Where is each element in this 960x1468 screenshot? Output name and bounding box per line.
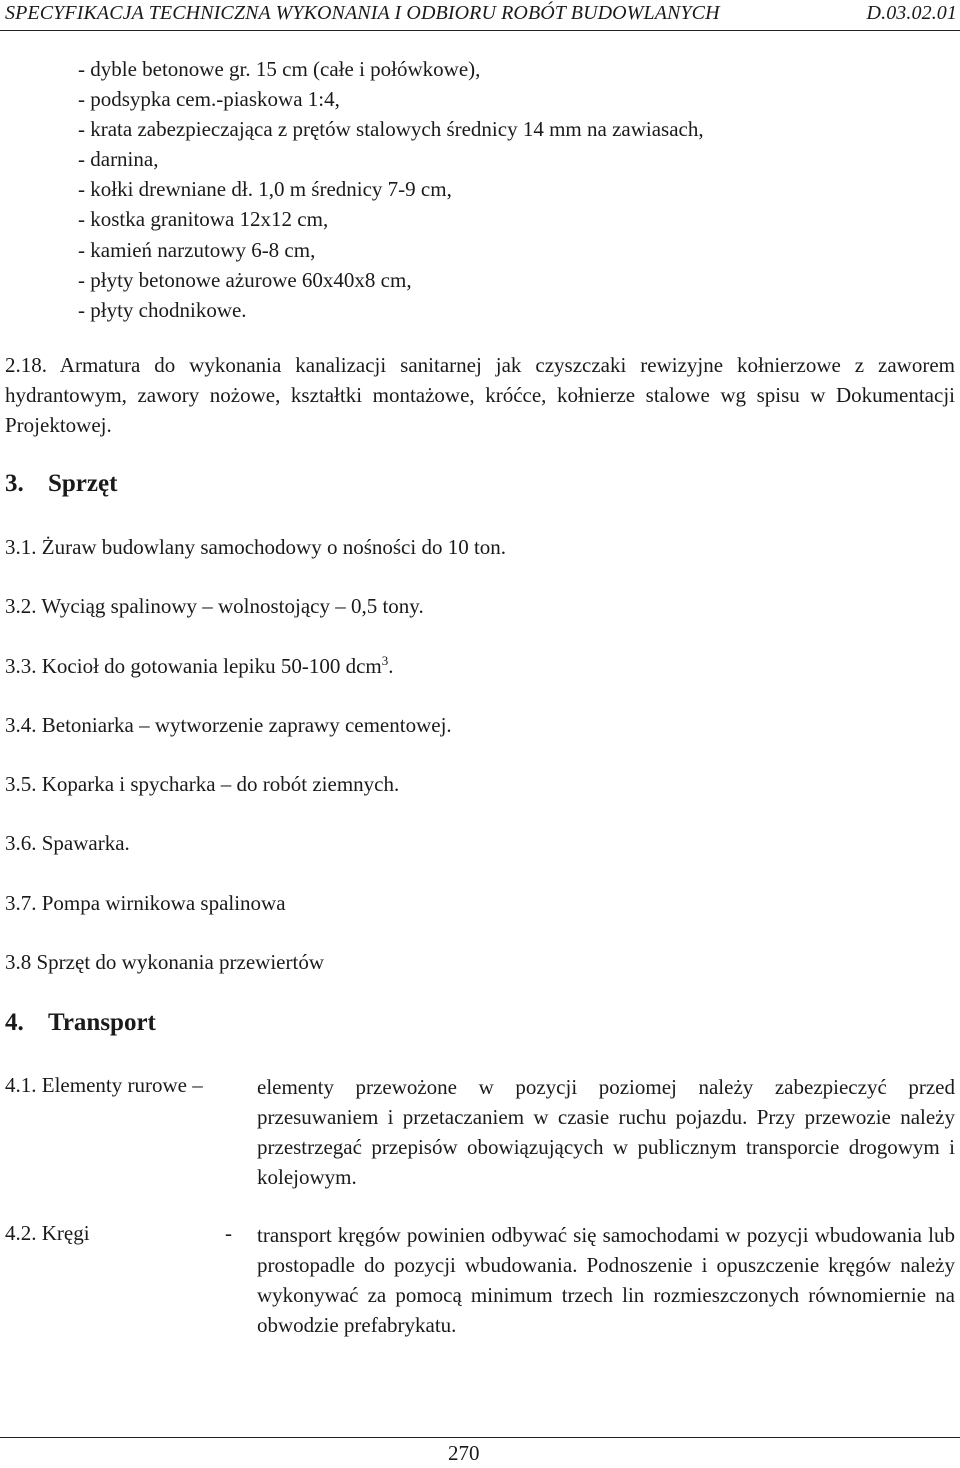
document-code: D.03.02.01	[866, 2, 957, 24]
section-4-heading	[5, 1009, 156, 1037]
list-item: - kostka granitowa 12x12 cm,	[78, 207, 329, 232]
equipment-item: 3.2. Wyciąg spalinowy – wolnostojący – 0,5 tony.	[5, 594, 424, 618]
transport-label: 4.1. Elementy rurowe –	[5, 1073, 203, 1097]
page-header	[5, 2, 957, 25]
list-item: - kamień narzutowy 6-8 cm,	[78, 237, 316, 262]
header-divider	[0, 30, 960, 31]
paragraph-2-18: 2.18. Armatura do wykonania kanalizacji sanitarnej jak czyszczaki rewizyjne kołnierzowe z zaworem hydrantowym, zawory nożowe, kształtki montażowe, króćce, kołnierze stalowe wg spisu w Dokumentacji Projektowej.	[5, 353, 955, 437]
equipment-item: 3.4. Betoniarka – wytworzenie zaprawy cementowej.	[5, 713, 452, 737]
list-item: - kołki drewniane dł. 1,0 m średnicy 7-9 cm,	[78, 177, 452, 202]
equipment-item	[5, 653, 394, 679]
list-item: - podsypka cem.-piaskowa 1:4,	[78, 87, 340, 112]
section-title: Transport	[48, 1009, 156, 1036]
list-item: - płyty chodnikowe.	[78, 297, 247, 322]
section-3-heading	[5, 470, 117, 498]
transport-text: transport kręgów powinien odbywać się samochodami w pozycji wbudowania lub prostopadle do pozycji wbudowania. Podnoszenie i opuszczenie kręgów należy wykonywać za pomocą minimum trzech lin rozmieszczonych równomiernie na obwodzie prefabrykatu.	[257, 1223, 955, 1337]
materials-list	[78, 54, 704, 325]
equipment-item: 3.7. Pompa wirnikowa spalinowa	[5, 891, 286, 915]
transport-label: 4.2. Kręgi	[5, 1221, 90, 1245]
transport-dash: -	[225, 1221, 232, 1245]
document-title: SPECYFIKACJA TECHNICZNA WYKONANIA I ODBIORU ROBÓT BUDOWLANYCH	[5, 2, 720, 24]
page-number: 270	[448, 1441, 480, 1465]
section-title: Sprzęt	[48, 470, 118, 497]
equipment-item: 3.5. Koparka i spycharka – do robót ziemnych.	[5, 772, 400, 796]
list-item: - dyble betonowe gr. 15 cm (całe i połówkowe),	[78, 57, 481, 81]
equipment-text-end: .	[388, 654, 394, 678]
section-number: 4.	[5, 1009, 24, 1036]
footer-divider	[0, 1437, 960, 1438]
section-number: 3.	[5, 470, 24, 497]
list-item: - krata zabezpieczająca z prętów stalowych średnicy 14 mm na zawiasach,	[78, 117, 704, 142]
equipment-item: 3.6. Spawarka.	[5, 831, 130, 855]
equipment-item: 3.1. Żuraw budowlany samochodowy o nośności do 10 ton.	[5, 535, 507, 559]
equipment-text: 3.3. Kocioł do gotowania lepiku 50-100 dcm	[5, 654, 382, 678]
list-item: - darnina,	[78, 147, 159, 172]
equipment-item: 3.8 Sprzęt do wykonania przewiertów	[5, 950, 324, 974]
list-item: - płyty betonowe ażurowe 60x40x8 cm,	[78, 267, 412, 292]
transport-text: elementy przewożone w pozycji poziomej należy zabezpieczyć przed przesuwaniem i przetaczaniem w czasie ruchu pojazdu. Przy przewozie należy przestrzegać przepisów obowiązujących w publicznym transporcie drogowym i kolejowym.	[257, 1075, 955, 1189]
superscript: 3	[381, 653, 389, 668]
